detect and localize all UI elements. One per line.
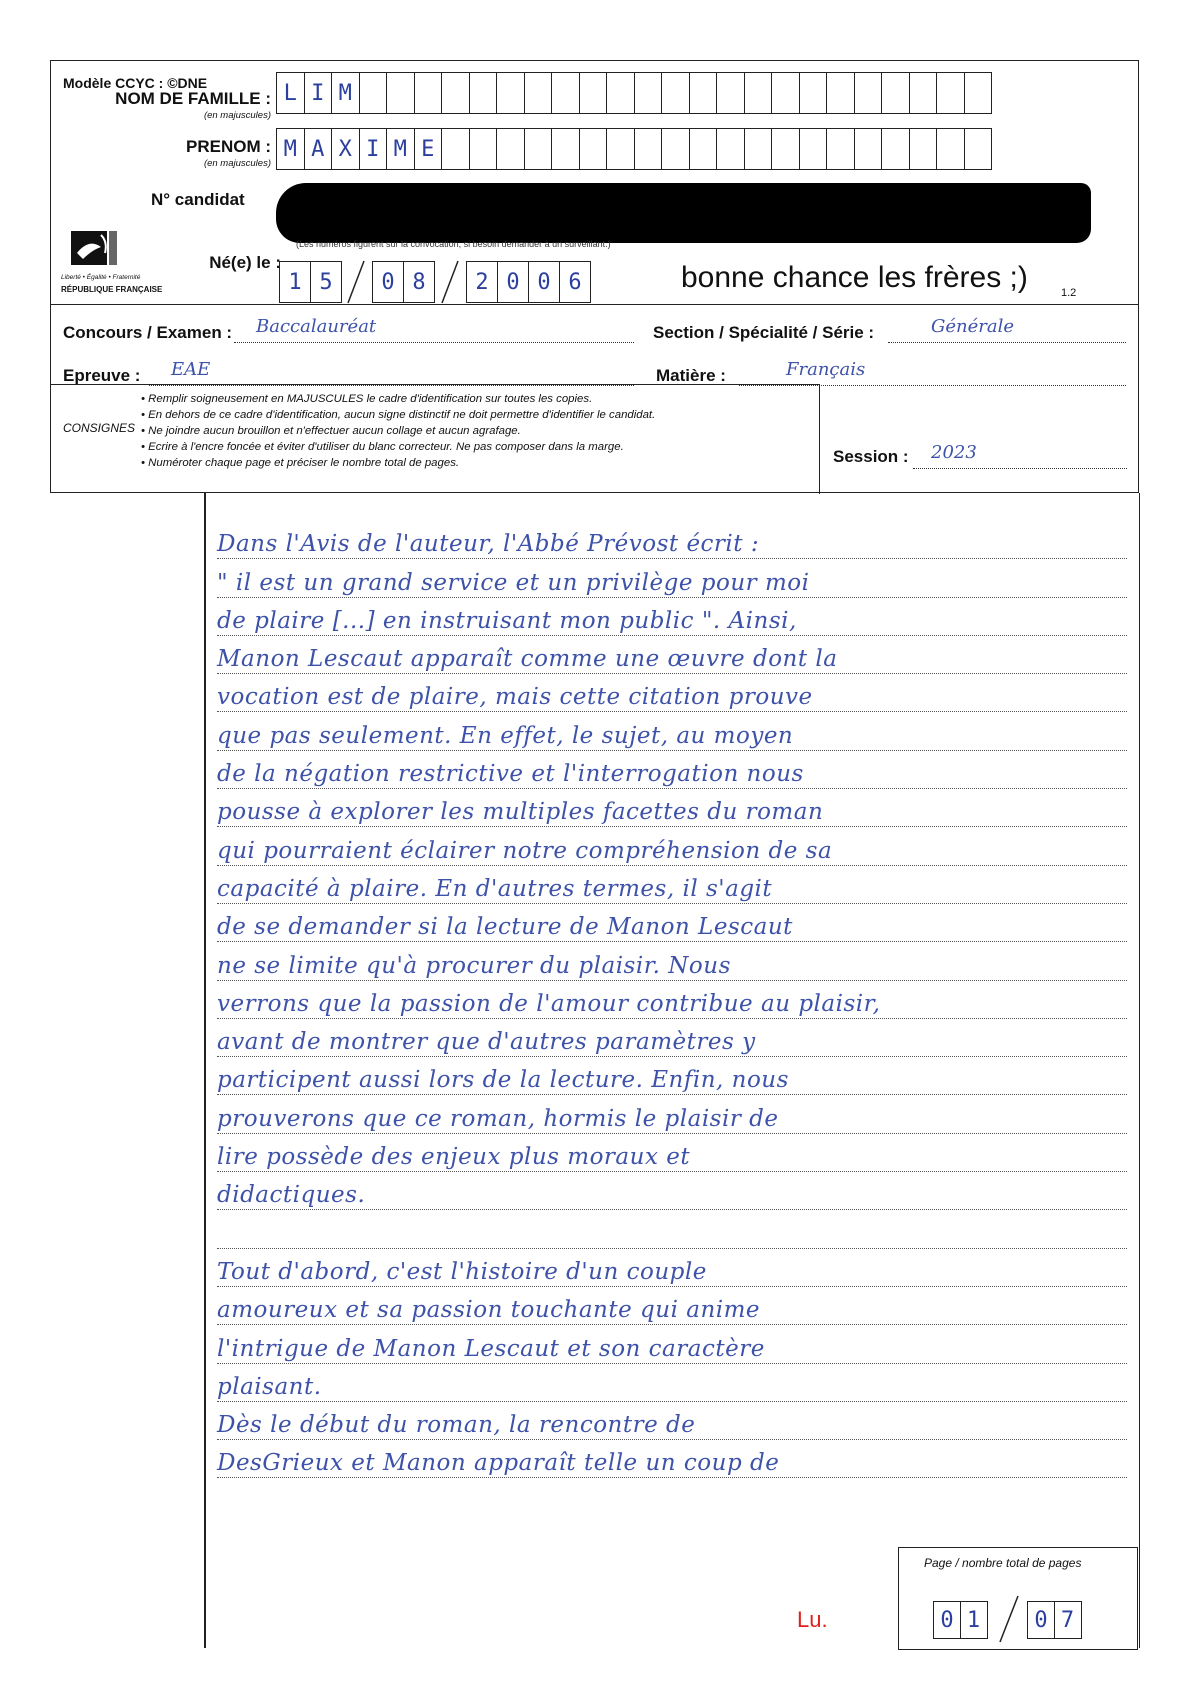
- nom-letter-cell[interactable]: [854, 72, 883, 114]
- ruled-line: [217, 1402, 1127, 1440]
- prenom-letter-cell[interactable]: [579, 128, 608, 170]
- ruled-line: [217, 942, 1127, 980]
- nom-sub: (en majuscules): [203, 110, 271, 121]
- consigne-item: • En dehors de ce cadre d'identification, aucun signe distinctif ne doit permettre d'identifier le candidat.: [141, 407, 655, 423]
- date-slash-icon: [438, 259, 462, 305]
- ruled-line: [217, 1440, 1127, 1478]
- nom-label: NOM DE FAMILLE :: [115, 89, 271, 108]
- current-page-field[interactable]: [933, 1601, 986, 1639]
- handwritten-line: lire possède des enjeux plus moraux et: [217, 1144, 691, 1171]
- nom-letter-cell[interactable]: [496, 72, 525, 114]
- ruled-line: [217, 636, 1127, 674]
- handwritten-line: participent aussi lors de la lecture. Enfin, nous: [217, 1067, 789, 1094]
- nom-letter-cell[interactable]: [716, 72, 745, 114]
- prenom-letter-cell[interactable]: [909, 128, 938, 170]
- nom-letter-cell[interactable]: [606, 72, 635, 114]
- prenom-letter-cell[interactable]: [661, 128, 690, 170]
- birth-day-field[interactable]: [279, 261, 341, 303]
- prenom-letter-cell[interactable]: [524, 128, 553, 170]
- nom-letter-cell[interactable]: [359, 72, 388, 114]
- ruled-line: [217, 1134, 1127, 1172]
- nom-letter-cell[interactable]: [826, 72, 855, 114]
- page-border: [1139, 493, 1140, 1648]
- page-digit-cell[interactable]: 1: [960, 1601, 988, 1639]
- candidat-label: N° candidat: [151, 190, 245, 209]
- ruled-line: [217, 674, 1127, 712]
- total-pages-field[interactable]: [1027, 1601, 1080, 1639]
- handwritten-line: amoureux et sa passion touchante qui anime: [217, 1297, 761, 1324]
- nom-letter-cell[interactable]: [799, 72, 828, 114]
- section-label: Section / Spécialité / Série :: [653, 323, 875, 342]
- date-slash-icon: [344, 259, 368, 305]
- nom-field[interactable]: [276, 72, 991, 114]
- nom-letter-cell[interactable]: [441, 72, 470, 114]
- nom-letter-cell[interactable]: [386, 72, 415, 114]
- page-number-box: [898, 1547, 1138, 1650]
- consigne-item: • Numéroter chaque page et préciser le nombre total de pages.: [141, 455, 655, 471]
- prenom-letter-cell[interactable]: [496, 128, 525, 170]
- margin-line: [204, 493, 206, 1648]
- handwritten-line: qui pourraient éclairer notre compréhension de sa: [217, 837, 833, 864]
- ruled-line: [217, 521, 1127, 559]
- month-digit-cell[interactable]: 0: [372, 261, 404, 303]
- nom-letter-cell[interactable]: [579, 72, 608, 114]
- year-digit-cell[interactable]: 0: [497, 261, 529, 303]
- birthdate-label: Né(e) le :: [209, 253, 281, 272]
- prenom-letter-cell[interactable]: [469, 128, 498, 170]
- handwritten-line: didactiques.: [217, 1182, 366, 1209]
- epreuve-value[interactable]: EAE: [171, 359, 211, 380]
- handwritten-line: de plaire [...] en instruisant mon public ". Ainsi,: [217, 607, 797, 634]
- nom-letter-cell[interactable]: [771, 72, 800, 114]
- year-digit-cell[interactable]: 6: [559, 261, 591, 303]
- handwritten-line: de se demander si la lecture de Manon Lescaut: [217, 914, 793, 941]
- republique-francaise-logo: [61, 229, 173, 301]
- nom-letter-cell[interactable]: I: [304, 72, 333, 114]
- page-slash-icon: [996, 1594, 1022, 1644]
- ruled-line: [217, 904, 1127, 942]
- nom-letter-cell[interactable]: [689, 72, 718, 114]
- form-version: 1.2: [1061, 287, 1077, 299]
- birth-year-field[interactable]: [466, 261, 590, 303]
- handwritten-line: plaisant.: [217, 1373, 322, 1400]
- year-digit-cell[interactable]: 0: [528, 261, 560, 303]
- consigne-item: • Remplir soigneusement en MAJUSCULES le cadre d'identification sur toutes les copies.: [141, 391, 655, 407]
- nom-letter-cell[interactable]: [524, 72, 553, 114]
- prenom-letter-cell[interactable]: X: [331, 128, 360, 170]
- identification-header: [50, 60, 1139, 493]
- nom-letter-cell[interactable]: [964, 72, 993, 114]
- year-digit-cell[interactable]: 2: [466, 261, 498, 303]
- handwritten-line: Manon Lescaut apparaît comme une œuvre dont la: [217, 646, 838, 673]
- model-label: Modèle CCYC : ©DNE: [63, 75, 208, 91]
- handwritten-line: vocation est de plaire, mais cette citation prouve: [217, 684, 813, 711]
- handwritten-line: " il est un grand service et un privilège pour moi: [217, 569, 810, 596]
- matiere-label: Matière :: [656, 366, 726, 385]
- consigne-item: • Ecrire à l'encre foncée et éviter d'utiliser du blanc correcteur. Ne pas composer dans la marge.: [141, 439, 655, 455]
- nom-letter-cell[interactable]: [414, 72, 443, 114]
- added-note: bonne chance les frères ;): [681, 261, 1028, 294]
- concours-value[interactable]: Baccalauréat: [256, 316, 377, 337]
- handwritten-line: Dès le début du roman, la rencontre de: [217, 1412, 696, 1439]
- ruled-line: [217, 1019, 1127, 1057]
- prenom-sub: (en majuscules): [203, 158, 271, 169]
- prenom-letter-cell[interactable]: [689, 128, 718, 170]
- handwritten-line: verrons que la passion de l'amour contribue au plaisir,: [217, 990, 881, 1017]
- ruled-line: [217, 712, 1127, 750]
- prenom-letter-cell[interactable]: M: [276, 128, 305, 170]
- handwritten-line: Tout d'abord, c'est l'histoire d'un couple: [217, 1258, 707, 1285]
- ruled-line: [217, 1364, 1127, 1402]
- prenom-letter-cell[interactable]: [441, 128, 470, 170]
- ruled-line: [217, 789, 1127, 827]
- day-digit-cell[interactable]: 1: [279, 261, 311, 303]
- prenom-letter-cell[interactable]: [826, 128, 855, 170]
- nom-letter-cell[interactable]: [881, 72, 910, 114]
- concours-label: Concours / Examen :: [63, 323, 233, 342]
- prenom-field[interactable]: [276, 128, 991, 170]
- ruled-line: [217, 598, 1127, 636]
- nom-letter-cell[interactable]: [469, 72, 498, 114]
- nom-letter-cell[interactable]: M: [331, 72, 360, 114]
- nom-letter-cell[interactable]: [936, 72, 965, 114]
- birth-month-field[interactable]: [372, 261, 434, 303]
- nom-letter-cell[interactable]: [551, 72, 580, 114]
- ruled-line: [217, 1057, 1127, 1095]
- handwritten-line: prouverons que ce roman, hormis le plaisir de: [217, 1105, 779, 1132]
- prenom-letter-cell[interactable]: [606, 128, 635, 170]
- handwritten-line: l'intrigue de Manon Lescaut et son caractère: [217, 1335, 765, 1362]
- nom-letter-cell[interactable]: [634, 72, 663, 114]
- page-total-digit-cell[interactable]: 7: [1054, 1601, 1082, 1639]
- ruled-line: [217, 559, 1127, 597]
- handwritten-line: avant de montrer que d'autres paramètres y: [217, 1029, 756, 1056]
- header-divider: [51, 304, 1138, 305]
- ruled-line: [217, 1172, 1127, 1210]
- consigne-item: • Ne joindre aucun brouillon et n'effectuer aucun collage et aucun agrafage.: [141, 423, 655, 439]
- session-value[interactable]: 2023: [931, 442, 977, 463]
- republique-label: RÉPUBLIQUE FRANÇAISE: [61, 285, 163, 294]
- nom-letter-cell[interactable]: [909, 72, 938, 114]
- handwritten-line: capacité à plaire. En d'autres termes, il s'agit: [217, 875, 773, 902]
- prenom-letter-cell[interactable]: I: [359, 128, 388, 170]
- prenom-letter-cell[interactable]: [854, 128, 883, 170]
- nom-letter-cell[interactable]: L: [276, 72, 305, 114]
- prenom-letter-cell[interactable]: [799, 128, 828, 170]
- prenom-letter-cell[interactable]: [964, 128, 993, 170]
- day-digit-cell[interactable]: 5: [310, 261, 342, 303]
- handwritten-line: pousse à explorer les multiples facettes du roman: [217, 799, 824, 826]
- prenom-letter-cell[interactable]: [936, 128, 965, 170]
- ruled-line: [217, 827, 1127, 865]
- grader-mark: Lu.: [797, 1607, 828, 1632]
- prenom-letter-cell[interactable]: E: [414, 128, 443, 170]
- prenom-letter-cell[interactable]: [551, 128, 580, 170]
- prenom-letter-cell[interactable]: [744, 128, 773, 170]
- nom-letter-cell[interactable]: [661, 72, 690, 114]
- ruled-line: [217, 866, 1127, 904]
- republic-motto: Liberté • Égalité • Fraternité: [61, 274, 141, 281]
- section-value[interactable]: Générale: [931, 316, 1015, 337]
- ruled-line: [217, 1249, 1127, 1287]
- page-total-digit-cell[interactable]: 0: [1027, 1601, 1055, 1639]
- ruled-line: [217, 1095, 1127, 1133]
- prenom-letter-cell[interactable]: [716, 128, 745, 170]
- page-digit-cell[interactable]: 0: [933, 1601, 961, 1639]
- handwritten-line: Dans l'Avis de l'auteur, l'Abbé Prévost écrit :: [217, 531, 760, 558]
- page-number-label: Page / nombre total de pages: [924, 1556, 1082, 1570]
- month-digit-cell[interactable]: 8: [403, 261, 435, 303]
- prenom-letter-cell[interactable]: [634, 128, 663, 170]
- ruled-line: [217, 1325, 1127, 1363]
- handwritten-line: DesGrieux et Manon apparaît telle un coup de: [217, 1450, 780, 1477]
- ruled-line: [217, 1210, 1127, 1248]
- convocation-note: (Les numéros figurent sur la convocation, si besoin demander à un surveillant.): [296, 239, 611, 249]
- handwritten-line: ne se limite qu'à procurer du plaisir. Nous: [217, 952, 731, 979]
- consignes-list: [141, 391, 655, 471]
- ruled-line: [217, 751, 1127, 789]
- marianne-icon: [71, 229, 119, 269]
- prenom-letter-cell[interactable]: [771, 128, 800, 170]
- consignes-label: CONSIGNES: [63, 421, 136, 435]
- handwritten-essay: [217, 521, 1127, 1478]
- nom-letter-cell[interactable]: [744, 72, 773, 114]
- epreuve-label: Epreuve :: [63, 366, 141, 385]
- matiere-value[interactable]: Français: [786, 359, 866, 380]
- ruled-line: [217, 981, 1127, 1019]
- prenom-letter-cell[interactable]: M: [386, 128, 415, 170]
- handwritten-line: que pas seulement. En effet, le sujet, au moyen: [217, 722, 794, 749]
- ruled-line: [217, 1287, 1127, 1325]
- candidate-number-redaction: [276, 183, 1091, 243]
- prenom-label: PRENOM :: [186, 137, 271, 156]
- prenom-letter-cell[interactable]: [881, 128, 910, 170]
- session-label: Session :: [833, 447, 909, 466]
- prenom-letter-cell[interactable]: A: [304, 128, 333, 170]
- handwritten-line: de la négation restrictive et l'interrogation nous: [217, 761, 804, 788]
